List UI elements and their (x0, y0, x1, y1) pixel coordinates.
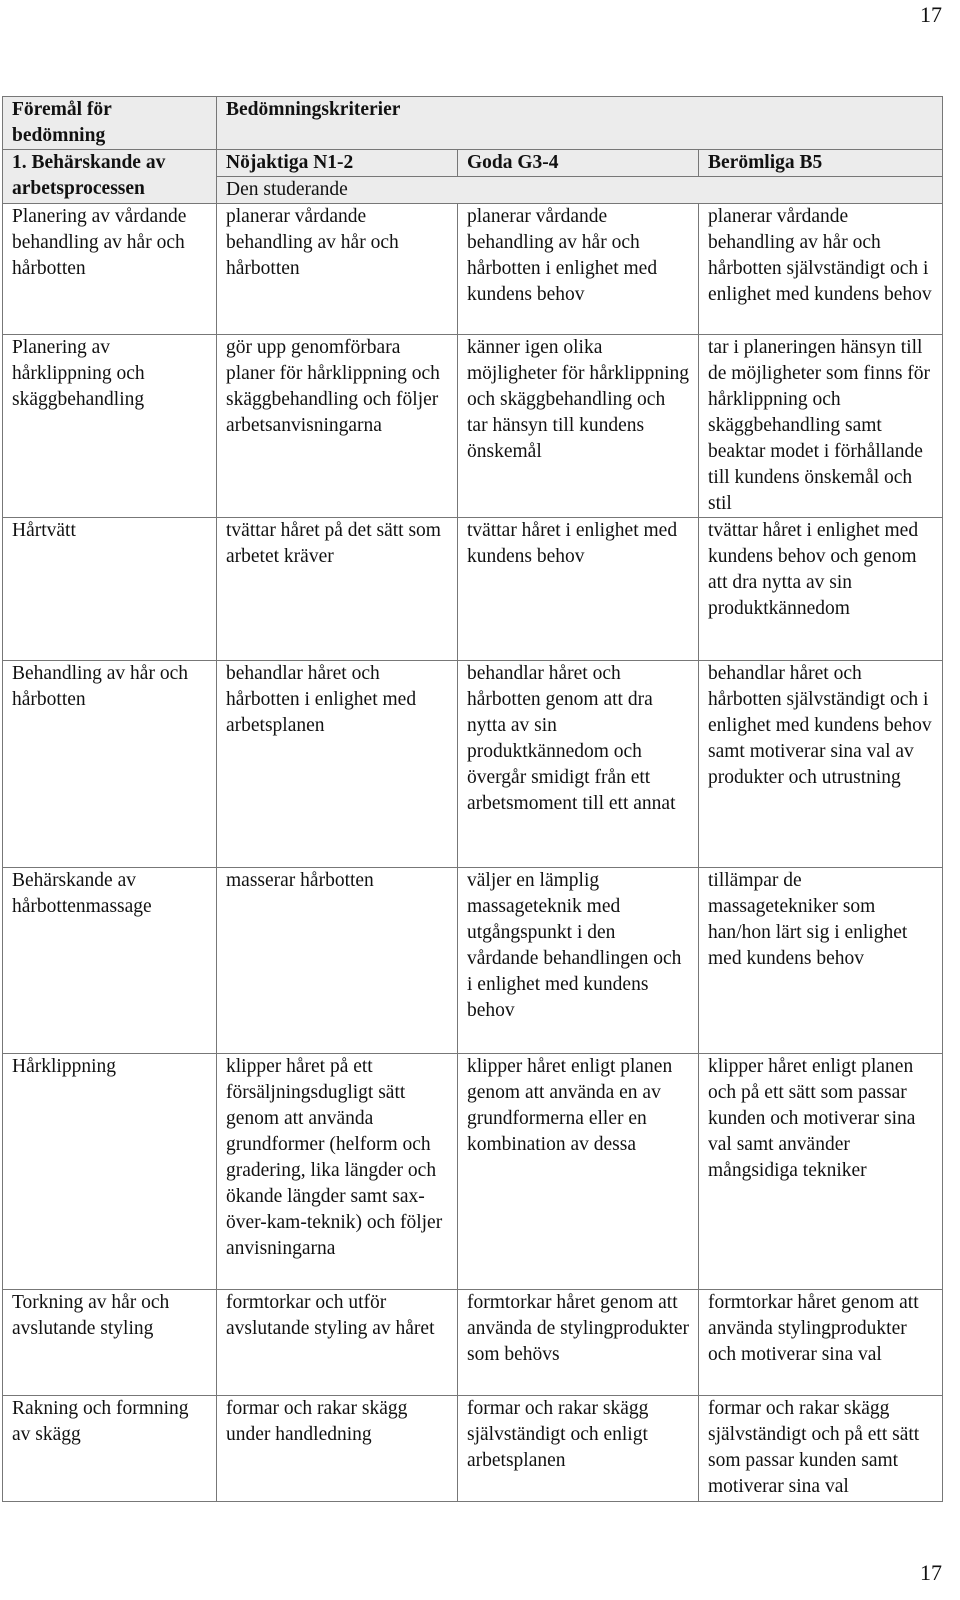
row-object: Planering av hårklippning och skäggbehandling (3, 335, 217, 518)
table-row (3, 335, 943, 518)
row-criterion-b: tillämpar de massagetekniker som han/hon lärt sig i enlighet med kundens behov (699, 868, 943, 1054)
row-criterion-b: behandlar håret och hårbotten självständigt och i enlighet med kundens behov samt motiverar sina val av produkter och utrustning (699, 661, 943, 868)
row-criterion-n: behandlar håret och hårbotten i enlighet med arbetsplanen (217, 661, 458, 868)
grade-g-header: Goda G3-4 (458, 150, 699, 177)
row-criterion-b: klipper håret enligt planen och på ett sätt som passar kunden och motiverar sina val samt använder mångsidiga tekniker (699, 1054, 943, 1290)
table-row (3, 518, 943, 661)
table-row (3, 1290, 943, 1396)
row-criterion-g: väljer en lämplig massageteknik med utgångspunkt i den vårdande behandlingen och i enlighet med kundens behov (458, 868, 699, 1054)
grade-b-header: Berömliga B5 (699, 150, 943, 177)
grade-n-header: Nöjaktiga N1-2 (217, 150, 458, 177)
page-number-bottom: 17 (920, 1560, 942, 1585)
row-criterion-n: klipper håret på ett försäljningsdugligt sätt genom att använda grundformer (helform och gradering, lika längder och ökande längder samt sax-över-kam-teknik) och följer anvisningarna (217, 1054, 458, 1290)
row-object: Rakning och formning av skägg (3, 1396, 217, 1502)
row-criterion-g: klipper håret enligt planen genom att använda en av grundformerna eller en kombination av dessa (458, 1054, 699, 1290)
row-criterion-g: tvättar håret i enlighet med kundens behov (458, 518, 699, 661)
row-criterion-g: formtorkar håret genom att använda de stylingprodukter som behövs (458, 1290, 699, 1396)
row-criterion-n: planerar vårdande behandling av hår och hårbotten (217, 204, 458, 335)
row-criterion-n: formar och rakar skägg under handledning (217, 1396, 458, 1502)
row-criterion-n: tvättar håret på det sätt som arbetet kräver (217, 518, 458, 661)
row-object: Hårtvätt (3, 518, 217, 661)
row-object: Behärskande av hårbottenmassage (3, 868, 217, 1054)
row-criterion-g: planerar vårdande behandling av hår och hårbotten i enlighet med kundens behov (458, 204, 699, 335)
row-object: Behandling av hår och hårbotten (3, 661, 217, 868)
grade-header-row (3, 150, 943, 177)
row-criterion-g: behandlar håret och hårbotten genom att dra nytta av sin produktkännedom och övergår smidigt från ett arbetsmoment till ett annat (458, 661, 699, 868)
assessment-criteria-table (2, 96, 943, 1502)
row-criterion-b: tar i planeringen hänsyn till de möjligheter som finns för hårklippning och skäggbehandling samt beaktar modet i förhållande till kundens önskemål och stil (699, 335, 943, 518)
table-row (3, 1054, 943, 1290)
section-title: 1. Behärskande av arbetsprocessen (3, 150, 217, 204)
table-header-row (3, 97, 943, 150)
criteria-header: Bedömningskriterier (217, 97, 943, 150)
row-criterion-b: formtorkar håret genom att använda stylingprodukter och motiverar sina val (699, 1290, 943, 1396)
row-object: Planering av vårdande behandling av hår och hårbotten (3, 204, 217, 335)
page-number-top: 17 (920, 2, 942, 27)
row-criterion-g: formar och rakar skägg självständigt och enligt arbetsplanen (458, 1396, 699, 1502)
row-criterion-b: planerar vårdande behandling av hår och hårbotten självständigt och i enlighet med kundens behov (699, 204, 943, 335)
row-criterion-n: masserar hårbotten (217, 868, 458, 1054)
table-row (3, 1396, 943, 1502)
table-row (3, 204, 943, 335)
row-object: Torkning av hår och avslutande styling (3, 1290, 217, 1396)
object-column-header: Föremål för bedömning (3, 97, 217, 150)
row-object: Hårklippning (3, 1054, 217, 1290)
table-row (3, 868, 943, 1054)
subject-label: Den studerande (217, 177, 943, 204)
row-criterion-b: tvättar håret i enlighet med kundens behov och genom att dra nytta av sin produktkännedom (699, 518, 943, 661)
row-criterion-n: gör upp genomförbara planer för hårklippning och skäggbehandling och följer arbetsanvisningarna (217, 335, 458, 518)
table-row (3, 661, 943, 868)
row-criterion-b: formar och rakar skägg självständigt och på ett sätt som passar kunden samt motiverar sina val (699, 1396, 943, 1502)
row-criterion-n: formtorkar och utför avslutande styling av håret (217, 1290, 458, 1396)
row-criterion-g: känner igen olika möjligheter för hårklippning och skäggbehandling och tar hänsyn till kundens önskemål (458, 335, 699, 518)
